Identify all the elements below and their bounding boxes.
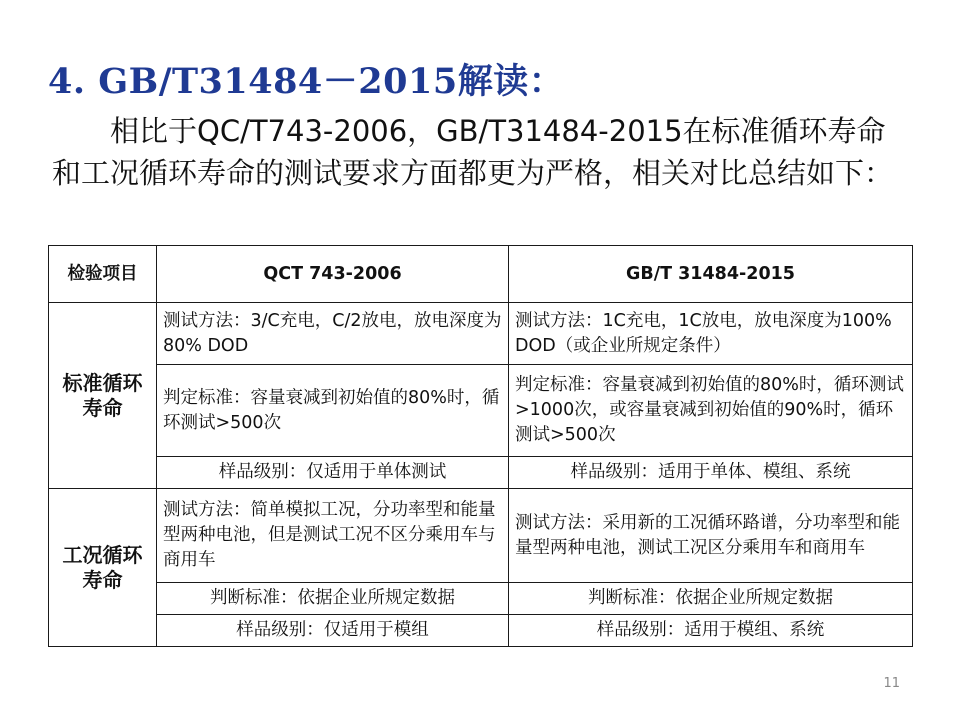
table-row bbox=[49, 365, 913, 457]
row-label-standard-cycle: 标准循环寿命 bbox=[49, 303, 157, 489]
table-row bbox=[49, 303, 913, 365]
cell-working-method-new: 测试方法：采用新的工况循环路谱，分功率型和能量型两种电池，测试工况区分乘用车和商用车 bbox=[509, 489, 913, 583]
cell-standard-sample-new: 样品级别：适用于单体、模组、系统 bbox=[509, 457, 913, 489]
cell-working-sample-old: 样品级别：仅适用于模组 bbox=[157, 615, 509, 647]
row-label-working-cycle: 工况循环寿命 bbox=[49, 489, 157, 647]
table-row bbox=[49, 489, 913, 583]
header-qct743: QCT 743-2006 bbox=[157, 246, 509, 303]
cell-standard-criteria-new: 判定标准：容量衰减到初始值的80%时，循环测试>1000次，或容量衰减到初始值的90%时，循环测试>500次 bbox=[509, 365, 913, 457]
slide-title: 4. GB/T31484－2015解读： bbox=[48, 61, 565, 102]
cell-standard-method-old: 测试方法：3/C充电，C/2放电，放电深度为80% DOD bbox=[157, 303, 509, 365]
table-row bbox=[49, 583, 913, 615]
cell-standard-method-new: 测试方法：1C充电，1C放电，放电深度为100% DOD（或企业所规定条件） bbox=[509, 303, 913, 365]
cell-working-criteria-new: 判断标准：依据企业所规定数据 bbox=[509, 583, 913, 615]
cell-standard-criteria-old: 判定标准：容量衰减到初始值的80%时，循环测试>500次 bbox=[157, 365, 509, 457]
table-header-row bbox=[49, 246, 913, 303]
cell-standard-sample-old: 样品级别：仅适用于单体测试 bbox=[157, 457, 509, 489]
table-row bbox=[49, 615, 913, 647]
intro-paragraph: 相比于QC/T743-2006，GB/T31484-2015在标准循环寿命和工况循环寿命的测试要求方面都更为严格，相关对比总结如下： bbox=[52, 114, 894, 190]
header-gbt31484: GB/T 31484-2015 bbox=[509, 246, 913, 303]
page-number: 11 bbox=[883, 676, 900, 691]
comparison-table bbox=[48, 245, 913, 647]
cell-working-criteria-old: 判断标准：依据企业所规定数据 bbox=[157, 583, 509, 615]
cell-working-method-old: 测试方法：简单模拟工况，分功率型和能量型两种电池，但是测试工况不区分乘用车与商用车 bbox=[157, 489, 509, 583]
cell-working-sample-new: 样品级别：适用于模组、系统 bbox=[509, 615, 913, 647]
table-row bbox=[49, 457, 913, 489]
header-inspection-item: 检验项目 bbox=[49, 246, 157, 303]
